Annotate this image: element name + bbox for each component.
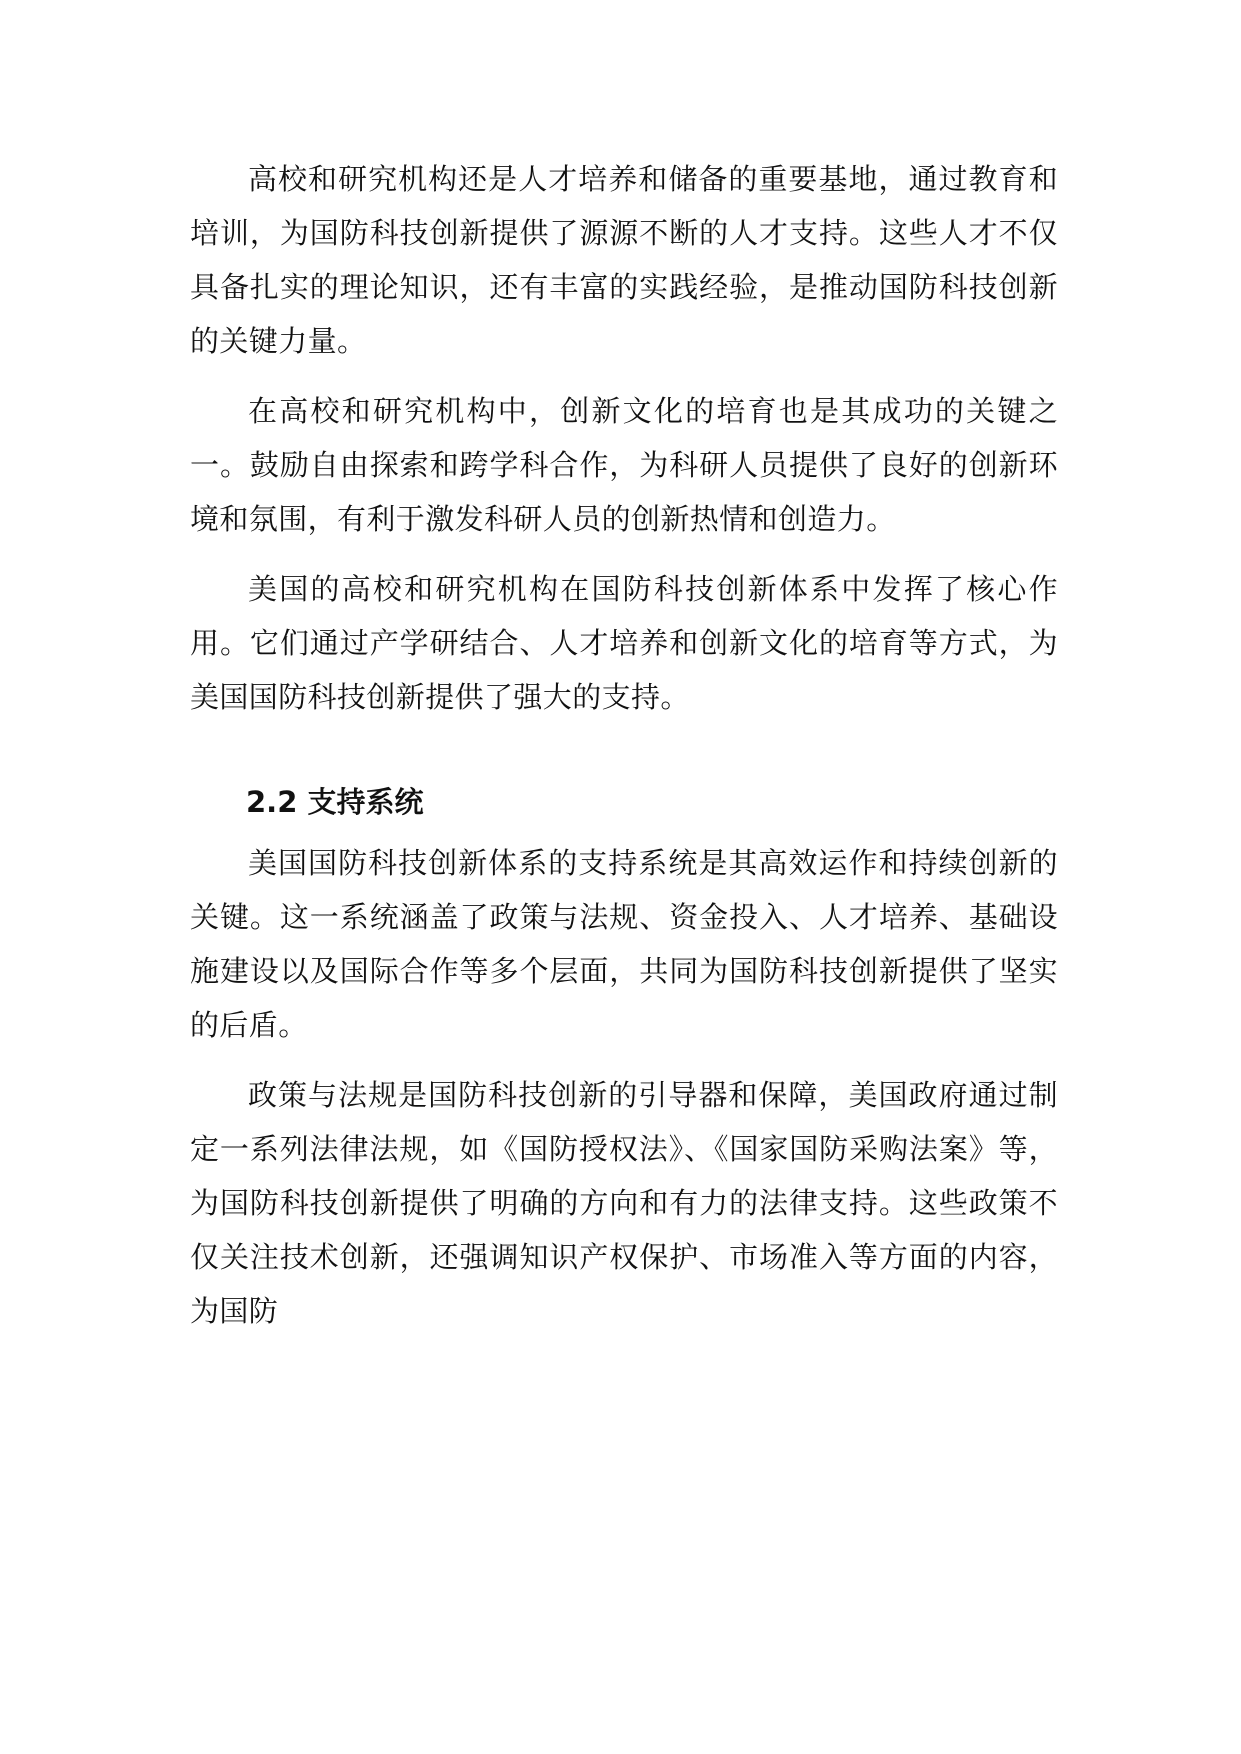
paragraph-core-role: 美国的高校和研究机构在国防科技创新体系中发挥了核心作用。它们通过产学研结合、人才培养和创新文化的培育等方式，为美国国防科技创新提供了强大的支持。	[190, 572, 1058, 714]
paragraph-support-system-intro: 美国国防科技创新体系的支持系统是其高效运作和持续创新的关键。这一系统涵盖了政策与法规、资金投入、人才培养、基础设施建设以及国际合作等多个层面，共同为国防科技创新提供了坚实的后盾。	[190, 846, 1058, 1042]
paragraph-gap	[190, 368, 1058, 384]
paragraph-gap	[190, 1052, 1058, 1068]
document-body	[190, 152, 1058, 1338]
paragraph-gap	[190, 546, 1058, 562]
paragraph-policy-regulation: 政策与法规是国防科技创新的引导器和保障，美国政府通过制定一系列法律法规，如《国防授权法》、《国家国防采购法案》等，为国防科技创新提供了明确的方向和有力的法律支持。这些政策不仅关注技术创新，还强调知识产权保护、市场准入等方面的内容，为国防	[190, 1078, 1058, 1328]
paragraph-innovation-culture: 在高校和研究机构中，创新文化的培育也是其成功的关键之一。鼓励自由探索和跨学科合作，为科研人员提供了良好的创新环境和氛围，有利于激发科研人员的创新热情和创造力。	[190, 394, 1058, 536]
paragraph-talent-training: 高校和研究机构还是人才培养和储备的重要基地，通过教育和培训，为国防科技创新提供了源源不断的人才支持。这些人才不仅具备扎实的理论知识，还有丰富的实践经验，是推动国防科技创新的关键力量。	[190, 162, 1058, 358]
section-heading: 2.2 支持系统	[246, 785, 424, 819]
